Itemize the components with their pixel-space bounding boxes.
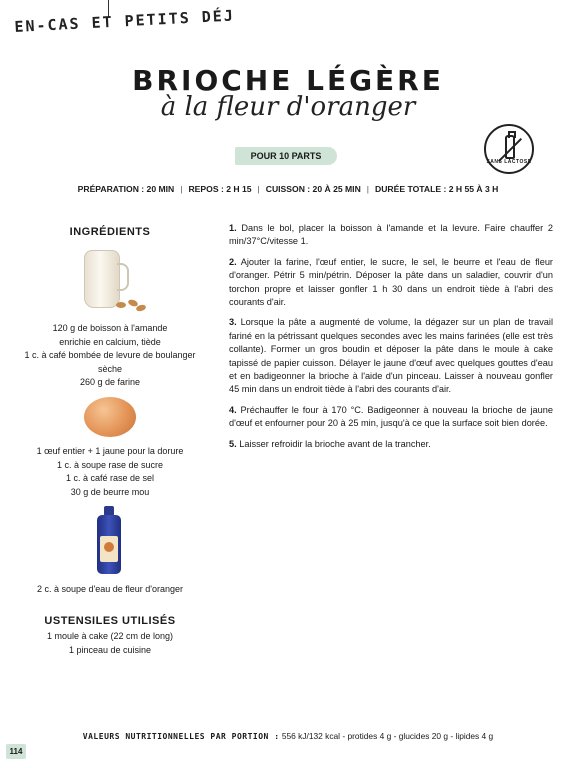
recipe-title: BRIOCHE LÉGÈRE — [132, 64, 444, 97]
step-4 — [229, 404, 553, 431]
step-text: Ajouter la farine, l'œuf entier, le sucre, le sel, le beurre et l'eau de fleur d'oranger. Pétrir 5 min/pétrin. Déposer la pâte dans un saladier, couvrir d'un torchon propre et laisser gonfler 1 h 30 dans un endroit tiède à l'abri des courants d'air. — [229, 256, 553, 308]
ingredient-line: 1 c. à soupe rase de sucre — [56, 459, 164, 470]
ingredient-line: 30 g de beurre mou — [70, 486, 150, 497]
orange-blossom-water-bottle-image — [97, 506, 121, 574]
ustensiles-list — [20, 630, 200, 657]
page-number: 114 — [6, 744, 26, 759]
badge-label: SANS LACTOSE — [486, 159, 532, 165]
egg-image — [84, 397, 136, 437]
step-1 — [229, 222, 553, 249]
time-separator: | — [366, 184, 370, 194]
ingredient-line: enrichie en calcium, tiède — [59, 336, 161, 347]
ingredient-line: 1 c. à café bombée de levure de boulanger — [24, 350, 196, 360]
time-separator: | — [257, 184, 260, 194]
step-number: 2. — [229, 256, 237, 267]
nutrition-label: VALEURS NUTRITIONNELLES PAR PORTION : — [82, 732, 280, 741]
portions-pill: POUR 10 PARTS — [235, 147, 337, 165]
ingredient-group-3 — [20, 583, 200, 597]
ustensile-item: 1 moule à cake (22 cm de long) — [46, 631, 174, 641]
step-text: Préchauffer le four à 170 °C. Badigeonner à nouveau la brioche de jaune d'œuf et enfourner pour 20 à 25 min, jusqu'à ce que la surface soit bien dorée. — [229, 404, 553, 429]
step-number: 3. — [229, 317, 237, 328]
nutrition-values: 556 kJ/132 kcal - protides 4 g - glucides 20 g - lipides 4 g — [281, 731, 494, 741]
jug-shape — [84, 250, 120, 308]
ingredient-line: 2 c. à soupe d'eau de fleur d'oranger — [36, 584, 184, 594]
ingredient-line: sèche — [97, 363, 123, 374]
ustensile-item: 1 pinceau de cuisine — [68, 644, 152, 655]
almond-shape — [116, 302, 126, 308]
ingredient-group-1 — [20, 322, 200, 390]
time-preparation: PRÉPARATION : 20 MIN — [77, 184, 175, 194]
ingredient-line: 260 g de farine — [79, 377, 141, 387]
ingredient-line: 120 g de boisson à l'amande — [52, 323, 168, 333]
step-5 — [229, 438, 553, 451]
nutrition-footer — [0, 731, 576, 741]
almond-milk-jug-image — [78, 250, 148, 314]
step-number: 5. — [229, 438, 237, 449]
times-bar — [0, 184, 576, 194]
ingredient-line: 1 c. à café rase de sel — [65, 473, 155, 483]
step-number: 4. — [229, 404, 237, 415]
step-2 — [229, 256, 553, 310]
recipe-subtitle: à la fleur d'oranger — [160, 92, 416, 122]
time-cuisson: CUISSON : 20 À 25 MIN — [265, 184, 361, 194]
ingredient-group-2 — [20, 445, 200, 499]
step-text: Dans le bol, placer la boisson à l'amande et la levure. Faire chauffer 2 min/37°C/vitesse 1. — [229, 223, 553, 247]
section-tag: EN-CAS ET PETITS DÉJ — [14, 6, 236, 36]
step-text: Laisser refroidir la brioche avant de la trancher. — [239, 438, 431, 449]
flower-icon — [104, 542, 114, 552]
ustensiles-heading: USTENSILES UTILISÉS — [44, 615, 176, 627]
step-number: 1. — [229, 223, 237, 233]
ingredients-heading: INGRÉDIENTS — [69, 226, 151, 238]
instructions — [229, 222, 553, 458]
time-separator: | — [180, 184, 183, 194]
time-repos: REPOS : 2 H 15 — [188, 184, 252, 194]
ingredient-line: 1 œuf entier + 1 jaune pour la dorure — [36, 446, 184, 456]
step-text: Lorsque la pâte a augmenté de volume, la dégazer sur un plan de travail fariné en la pétrissant quelques secondes avec les mains farinées (elle est très collante). Former un gros boudin et déposer la pâte dans le moule à cake tapissé de papier cuisson. Délayer le jaune d'œuf avec quelques gouttes d'eau et en badigeonner la brioche à l'aide d'un pinceau. Laisser à nouveau gonfler 45 min dans un endroit tiède à l'abri des courants d'air. — [229, 317, 553, 395]
lactose-free-badge — [484, 124, 534, 174]
time-totale: DURÉE TOTALE : 2 H 55 À 3 H — [375, 184, 499, 194]
almond-shape — [135, 304, 146, 312]
step-3 — [229, 316, 553, 396]
